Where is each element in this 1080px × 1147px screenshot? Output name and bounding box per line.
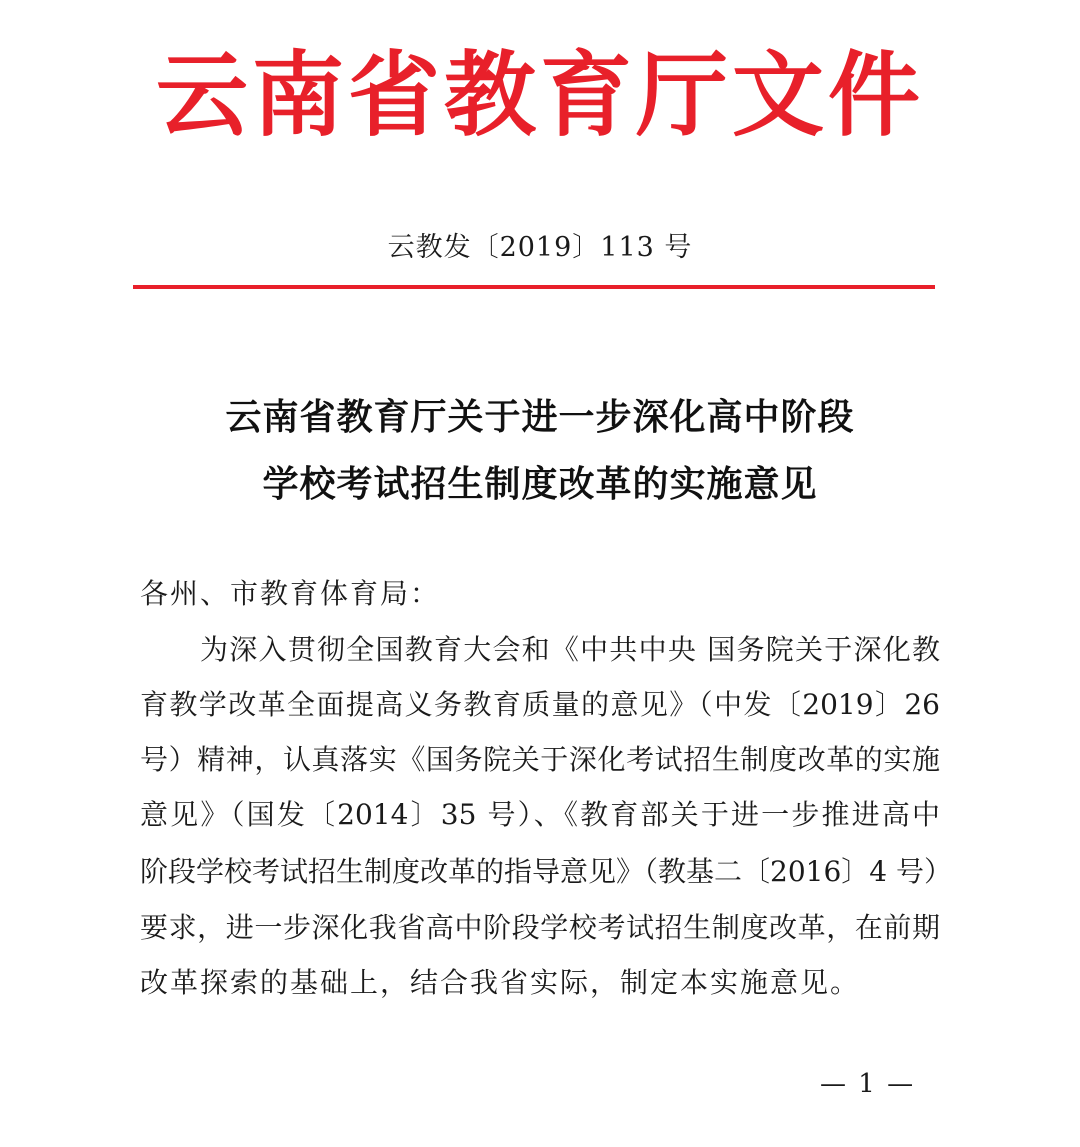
body-line-6: 要求，进一步深化我省高中阶段学校考试招生制度改革，在前期 (140, 911, 940, 944)
document-title-line-2: 学校考试招生制度改革的实施意见 (262, 464, 818, 505)
body-line-2: 育教学改革全面提高义务教育质量的意见》（中发〔2019〕26 (140, 688, 940, 721)
page-number: — 1 — (820, 1069, 916, 1099)
red-separator-line (133, 285, 935, 289)
masthead-title: 云南省教育厅文件 (155, 41, 924, 149)
body-line-3: 号）精神，认真落实《国务院关于深化考试招生制度改革的实施 (140, 743, 940, 776)
body-line-1: 为深入贯彻全国教育大会和《中共中央 国务院关于深化教 (200, 633, 940, 666)
body-line-7: 改革探索的基础上，结合我省实际，制定本实施意见。 (140, 966, 861, 999)
salutation: 各州、市教育体育局： (140, 577, 441, 610)
document-number: 云教发〔2019〕113 号 (387, 232, 693, 263)
body-line-5: 阶段学校考试招生制度改革的指导意见》（教基二〔2016〕4 号） (140, 855, 952, 888)
body-line-4: 意见》（国发〔2014〕35 号）、《教育部关于进一步推进高中 (140, 798, 940, 831)
document-title-line-1: 云南省教育厅关于进一步深化高中阶段 (225, 397, 855, 438)
